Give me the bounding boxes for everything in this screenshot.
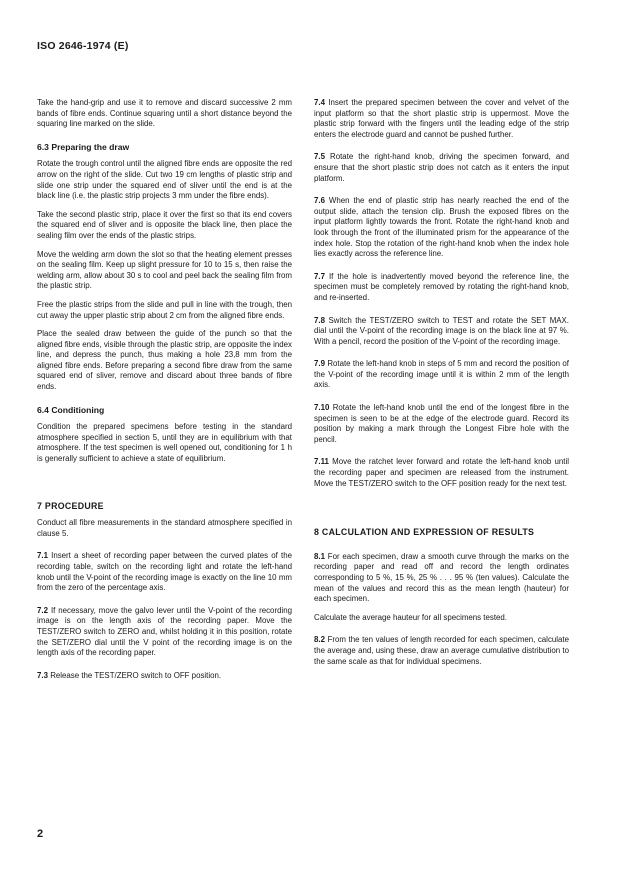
section-8-heading: 8 CALCULATION AND EXPRESSION OF RESULTS bbox=[314, 527, 535, 538]
clause-number: 8.2 bbox=[314, 635, 325, 645]
clause-text: If necessary, move the galvo lever until the V-point of the recording image is on the length axis of the recording paper. Move the TEST/ZERO switch to ZERO and, whilst holding it in this position, rotate the SET/ZERO dial until the V point of the recording image is on the length axis of the recording paper. bbox=[37, 605, 292, 658]
intro-paragraph: Take the hand-grip and use it to remove and discard successive 2 mm bands of fibre ends. Continue squaring until a short distance beyond the squaring line marked on the slide. bbox=[37, 98, 292, 129]
clause-8-1 bbox=[314, 552, 569, 605]
clause-7-10 bbox=[314, 403, 569, 445]
clause-text: Move the ratchet lever forward and rotate the left-hand knob until the recording paper and specimen are released from the instrument. Move the TEST/ZERO switch to the OFF position ready for the next test. bbox=[314, 457, 569, 488]
clause-text: From the ten values of length recorded for each specimen, calculate the average and, using these, draw an average cumulative distribution to the same scale as that for individual specimens. bbox=[314, 635, 569, 666]
clause-text: For each specimen, draw a smooth curve through the marks on the recording paper and read off and record the length ordinates corresponding to 5 %, 15 %, 25 % . . . 95 % (ten values). Calculate the mean of the values and record this as the mean length (hauteur) for each specimen. bbox=[314, 551, 569, 604]
paragraph: Take the second plastic strip, place it over the first so that its end covers the squared end of sliver and is opposite the black line, then place the sealing film over the ends of the plastic strips. bbox=[37, 209, 292, 240]
clause-7-3 bbox=[37, 671, 292, 682]
clause-number: 7.5 bbox=[314, 152, 325, 162]
document-header: ISO 2646-1974 (E) bbox=[37, 40, 129, 52]
clause-text: Rotate the left-hand knob in steps of 5 mm and record the position of the V-point of the recording image until it is within 2 mm of the length axis. bbox=[314, 359, 569, 390]
paragraph: Calculate the average hauteur for all specimens tested. bbox=[314, 612, 507, 622]
paragraph: Free the plastic strips from the slide and pull in line with the trough, then cut away the upper plastic strip about 2 cm from the aligned fibre ends. bbox=[37, 299, 292, 320]
clause-number: 7.6 bbox=[314, 196, 325, 206]
section-6-3-heading: 6.3 Preparing the draw bbox=[37, 141, 130, 152]
clause-7-7 bbox=[314, 272, 569, 304]
clause-text: Insert the prepared specimen between the cover and velvet of the input platform so that the short plastic strip is uppermost. Move the plastic strip forward with the fingers until the leading edge of the strip enters the electrode guard and cannot be pushed further. bbox=[314, 98, 569, 139]
clause-8-2 bbox=[314, 635, 569, 667]
clause-number: 7.7 bbox=[314, 271, 325, 281]
paragraph: Move the welding arm down the slot so that the heating element presses on the sealing film. Keep up slight pressure for 10 to 15 s, then raise the welding arm, allow about 30 s to cool and peel back the sealing film from the plastic strip. bbox=[37, 249, 292, 291]
clause-number: 8.1 bbox=[314, 551, 325, 561]
clause-text: Insert a sheet of recording paper between the curved plates of the recording table, switch on the recording light and rotate the left-hand knob until the V-point of the recording image is exactly on the line 10 mm from the zero of the percentage axis. bbox=[37, 551, 292, 593]
clause-text: Rotate the left-hand knob until the end of the longest fibre in the specimen is seen to be at the edge of the electrode guard. Record its position by making a mark through the Longest Fibre hole with the pencil. bbox=[314, 403, 569, 444]
clause-7-4 bbox=[314, 98, 569, 140]
clause-text: Rotate the right-hand knob, driving the specimen forward, and ensure that the short plastic strip does not catch as it enters the input platform. bbox=[314, 152, 569, 183]
clause-7-2 bbox=[37, 606, 292, 659]
clause-number: 7.4 bbox=[314, 98, 325, 107]
clause-number: 7.9 bbox=[314, 359, 325, 369]
page-number: 2 bbox=[37, 828, 44, 840]
clause-7-1 bbox=[37, 551, 292, 593]
clause-text: If the hole is inadvertently moved beyond the reference line, the specimen must be completely removed by rotating the right-hand knob, and re-inserted. bbox=[314, 271, 569, 302]
clause-text: When the end of plastic strip has nearly reached the end of the output slide, attach the tension clip. Brush the exposed fibres on the input platform lightly towards the front. Rotate the right-hand knob and look through the front of the illuminated prism for the appearance of the index hole. Stop the rotation of the right-hand knob when the index hole lies exactly across the reference line. bbox=[314, 196, 569, 259]
clause-text: Release the TEST/ZERO switch to OFF position. bbox=[50, 670, 222, 680]
clause-number: 7.2 bbox=[37, 605, 48, 615]
right-column bbox=[314, 98, 569, 675]
paragraph: Place the sealed draw between the guide of the punch so that the aligned fibre ends, visible through the plastic strip, are opposite the index line, and depress the punch, thus making a hole 23,8 mm from the aligned fibre ends. Before preparing a second fibre draw from the same squared end of sliver, remove and discard about three bands of fibre ends. bbox=[37, 329, 292, 392]
section-6-4-heading: 6.4 Conditioning bbox=[37, 404, 105, 415]
clause-7-9 bbox=[314, 359, 569, 391]
clause-text: Switch the TEST/ZERO switch to TEST and rotate the SET MAX. dial until the V-point of the recording image is on the black line at 97 %. With a pencil, record the position of the V-point of the recording image. bbox=[314, 315, 569, 346]
clause-number: 7.3 bbox=[37, 670, 48, 680]
clause-number: 7.8 bbox=[314, 315, 325, 325]
clause-number: 7.11 bbox=[314, 457, 329, 467]
clause-7-6 bbox=[314, 196, 569, 260]
clause-number: 7.1 bbox=[37, 551, 48, 561]
clause-7-8 bbox=[314, 316, 569, 348]
paragraph: Conduct all fibre measurements in the standard atmosphere specified in clause 5. bbox=[37, 518, 292, 538]
clause-7-11 bbox=[314, 457, 569, 489]
clause-number: 7.10 bbox=[314, 403, 330, 413]
clause-7-5 bbox=[314, 152, 569, 184]
paragraph: Rotate the trough control until the aligned fibre ends are opposite the red arrow on the right of the slide. Cut two 19 cm lengths of plastic strip and slide one strip under the squared end of sliver until the end is at the black line (i.e. the plastic strip projects 3 mm under the fibre ends). bbox=[37, 159, 292, 201]
paragraph: Condition the prepared specimens before testing in the standard atmosphere specified in section 5, until they are in equilibrium with that atmosphere. If the test specimen is well opened out, conditioning for 1 h is generally sufficient to achieve a state of equilibrium. bbox=[37, 422, 292, 464]
left-column bbox=[37, 98, 292, 689]
section-7-heading: 7 PROCEDURE bbox=[37, 500, 104, 511]
